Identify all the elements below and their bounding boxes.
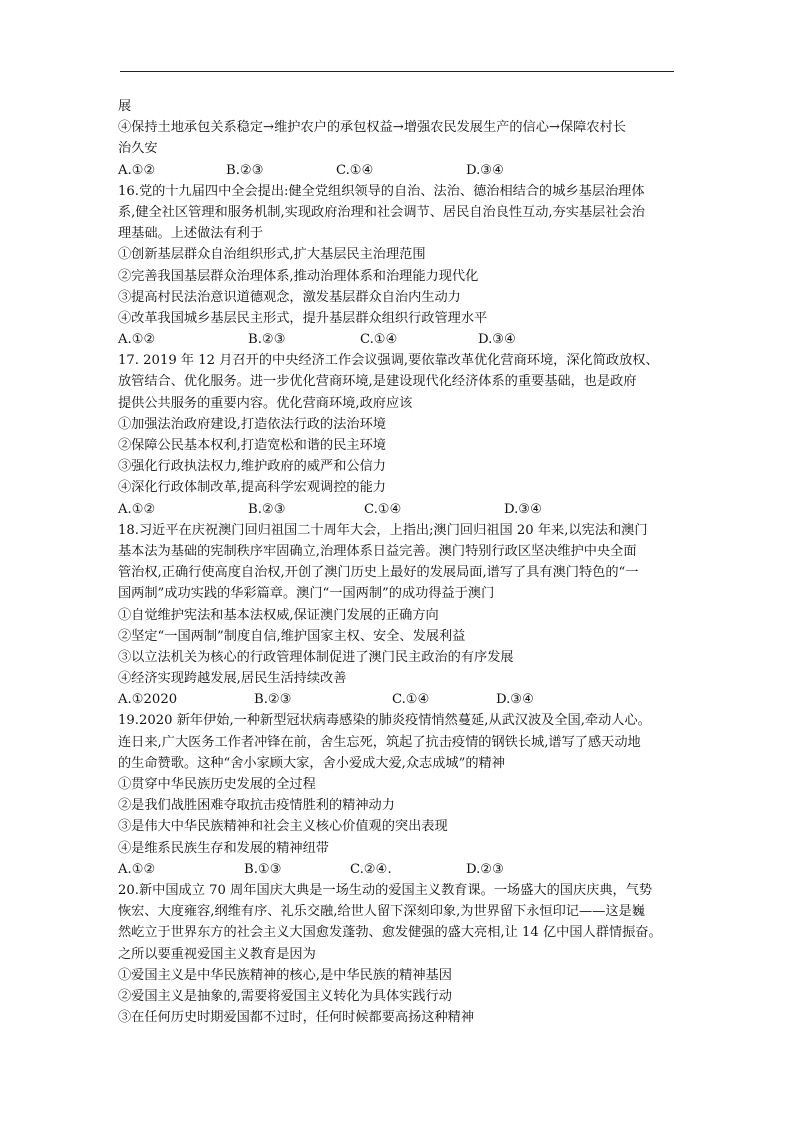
- question-20: [118, 880, 678, 1028]
- option-d: D.③④: [466, 162, 504, 178]
- option-d: D.③④: [496, 692, 534, 708]
- option-d: D.②③: [466, 861, 504, 877]
- q17-options: [118, 499, 678, 520]
- statement-item: ③以立法机关为核心的行政管理体制促进了澳门民主政治的有序发展: [118, 649, 514, 665]
- option-c: C.①④: [336, 162, 374, 178]
- question-stem: 基本法为基础的宪制秩序牢固确立,治理体系日益完善。澳门特别行政区坚决维护中央全面: [118, 543, 637, 559]
- option-a: A.①②: [118, 162, 156, 178]
- option-c: C.①④: [392, 692, 430, 708]
- text-line: ④保持土地承包关系稳定→维护农户的承包权益→增强农民发展生产的信心→保障农村长: [118, 120, 626, 136]
- q18-options: [118, 689, 678, 710]
- question-19: [118, 710, 678, 880]
- statement-item: ④深化行政体制改革,提高科学宏观调控的能力: [118, 480, 386, 496]
- q15-options: [118, 160, 678, 181]
- statement-item: ③在任何历史时期爱国都不过时，任何时候都要高扬这种精神: [118, 1010, 475, 1026]
- statement-item: ④改革我国城乡基层民主形式，提升基层群众组织行政管理水平: [118, 310, 488, 326]
- question-stem: 18.习近平在庆祝澳门回归祖国二十周年大会，上指出;澳门回归祖国 20 年来,以宪法和澳门: [118, 522, 648, 538]
- statement-item: ①贯穿中华民族历史发展的全过程: [118, 777, 316, 792]
- question-stem: 16.党的十九届四中全会提出:健全党组织领导的自治、法治、德治相结合的城乡基层治理体: [118, 183, 645, 199]
- question-stem: 提供公共服务的重要内容。优化营商环境,政府应该: [118, 395, 413, 411]
- q16-options: [118, 329, 678, 350]
- statement-item: ④是维系民族生存和发展的精神纽带: [118, 840, 329, 856]
- question-stem: 管治权,正确行使高度自治权,开创了澳门历史上最好的发展局面,谱写了具有澳门特色的“一: [118, 565, 639, 581]
- option-d: D.③④: [478, 332, 516, 348]
- question-stem: 之所以要重视爱国主义教育是因为: [118, 946, 316, 962]
- option-c: C.①④: [360, 332, 398, 348]
- option-b: B.②③: [248, 332, 286, 348]
- question-stem: 系,健全社区管理和服务机制,实现政府治理和社会调节、居民自治良性互动,夯实基层社会治: [118, 204, 645, 220]
- option-d: D.③④: [504, 501, 542, 517]
- statement-item: ④经济实现跨越发展,居民生活持续改善: [118, 671, 347, 687]
- option-a: A.①2020: [118, 692, 178, 708]
- option-a: A.①②: [118, 332, 156, 348]
- question-stem: 理基础。上述做法有利于: [118, 226, 264, 242]
- option-c: C.②④.: [350, 861, 392, 877]
- option-b: B.②③: [248, 501, 286, 517]
- text-line: 治久安: [118, 141, 158, 157]
- statement-item: ③是伟大中华民族精神和社会主义核心价值观的突出表现: [118, 819, 448, 835]
- statement-item: ②是我们战胜困难夺取抗击疫情胜利的精神动力: [118, 798, 395, 814]
- statement-item: ①爱国主义是中华民族精神的核心,是中华民族的精神基因: [118, 967, 452, 983]
- q19-options: [118, 859, 678, 880]
- statement-item: ②完善我国基层群众治理体系,推动治理体系和治理能力现代化: [118, 268, 479, 284]
- statement-item: ①创新基层群众自治组织形式,扩大基层民主治理范围: [118, 247, 426, 263]
- option-a: A.①②: [118, 861, 156, 877]
- question-stem: 的生命赞歌。这种“舍小家顾大家，舍小爱成大爱,众志成城”的精神: [118, 755, 505, 771]
- option-b: B.②③: [254, 692, 292, 708]
- text-line: 展: [118, 99, 132, 114]
- option-a: A.①②: [118, 501, 156, 517]
- statement-item: ①加强法治政府建设,打造依法行政的法治环境: [118, 416, 386, 432]
- statement-item: ①自觉维护宪法和基本法权威,保证澳门发展的正确方向: [118, 607, 439, 623]
- question-stem: 恢宏、大度雍容,纲维有序、礼乐交融,给世人留下深刻印象,为世界留下永恒印记——这是巍: [118, 904, 645, 920]
- statement-item: ③强化行政执法权力,维护政府的威严和公信力: [118, 459, 386, 475]
- question-stem: 17. 2019 年 12 月召开的中央经济工作会议强调,要依靠改革优化营商环境，深化简政放权、: [118, 353, 659, 369]
- statement-item: ②保障公民基本权利,打造宽松和谐的民主环境: [118, 438, 386, 453]
- question-16: [118, 181, 678, 351]
- question-stem: 然屹立于世界东方的社会主义大国愈发蓬勃、愈发健强的盛大亮相,让 14 亿中国人群情振奋。: [118, 925, 662, 941]
- option-b: B.②③: [226, 162, 264, 178]
- option-c: C.①④: [364, 501, 402, 517]
- document-body: [118, 96, 678, 1028]
- statement-item: ③提高村民法治意识道德观念，激发基层群众自治内生动力: [118, 289, 461, 305]
- question-18: [118, 520, 678, 711]
- question-stem: 国两制”成功实践的华彩篇章。澳门“一国两制”的成功得益于澳门: [118, 586, 495, 602]
- statement-item: ②爱国主义是抽象的,需要将爱国主义转化为具体实践行动: [118, 988, 452, 1004]
- header-rule: [120, 71, 674, 72]
- question-stem: 放管结合、优化服务。进一步优化营商环境,是建设现代化经济体系的重要基础，也是政府: [118, 374, 637, 390]
- question-stem: 连日来,广大医务工作者冲锋在前，舍生忘死，筑起了抗击疫情的钢铁长城,谱写了感天动地: [118, 734, 641, 750]
- question-stem: 20.新中国成立 70 周年国庆大典是一场生动的爱国主义教育课。一场盛大的国庆庆典，气势: [118, 882, 653, 898]
- statement-item: ②坚定“一国两制”制度自信,维护国家主权、安全、发展利益: [118, 628, 466, 644]
- question-stem: 19.2020 新年伊始,一种新型冠状病毒感染的肺炎疫情悄然蔓延,从武汉波及全国,牵动人心。: [118, 713, 651, 729]
- question-17: [118, 350, 678, 520]
- option-b: B.①③: [244, 861, 282, 877]
